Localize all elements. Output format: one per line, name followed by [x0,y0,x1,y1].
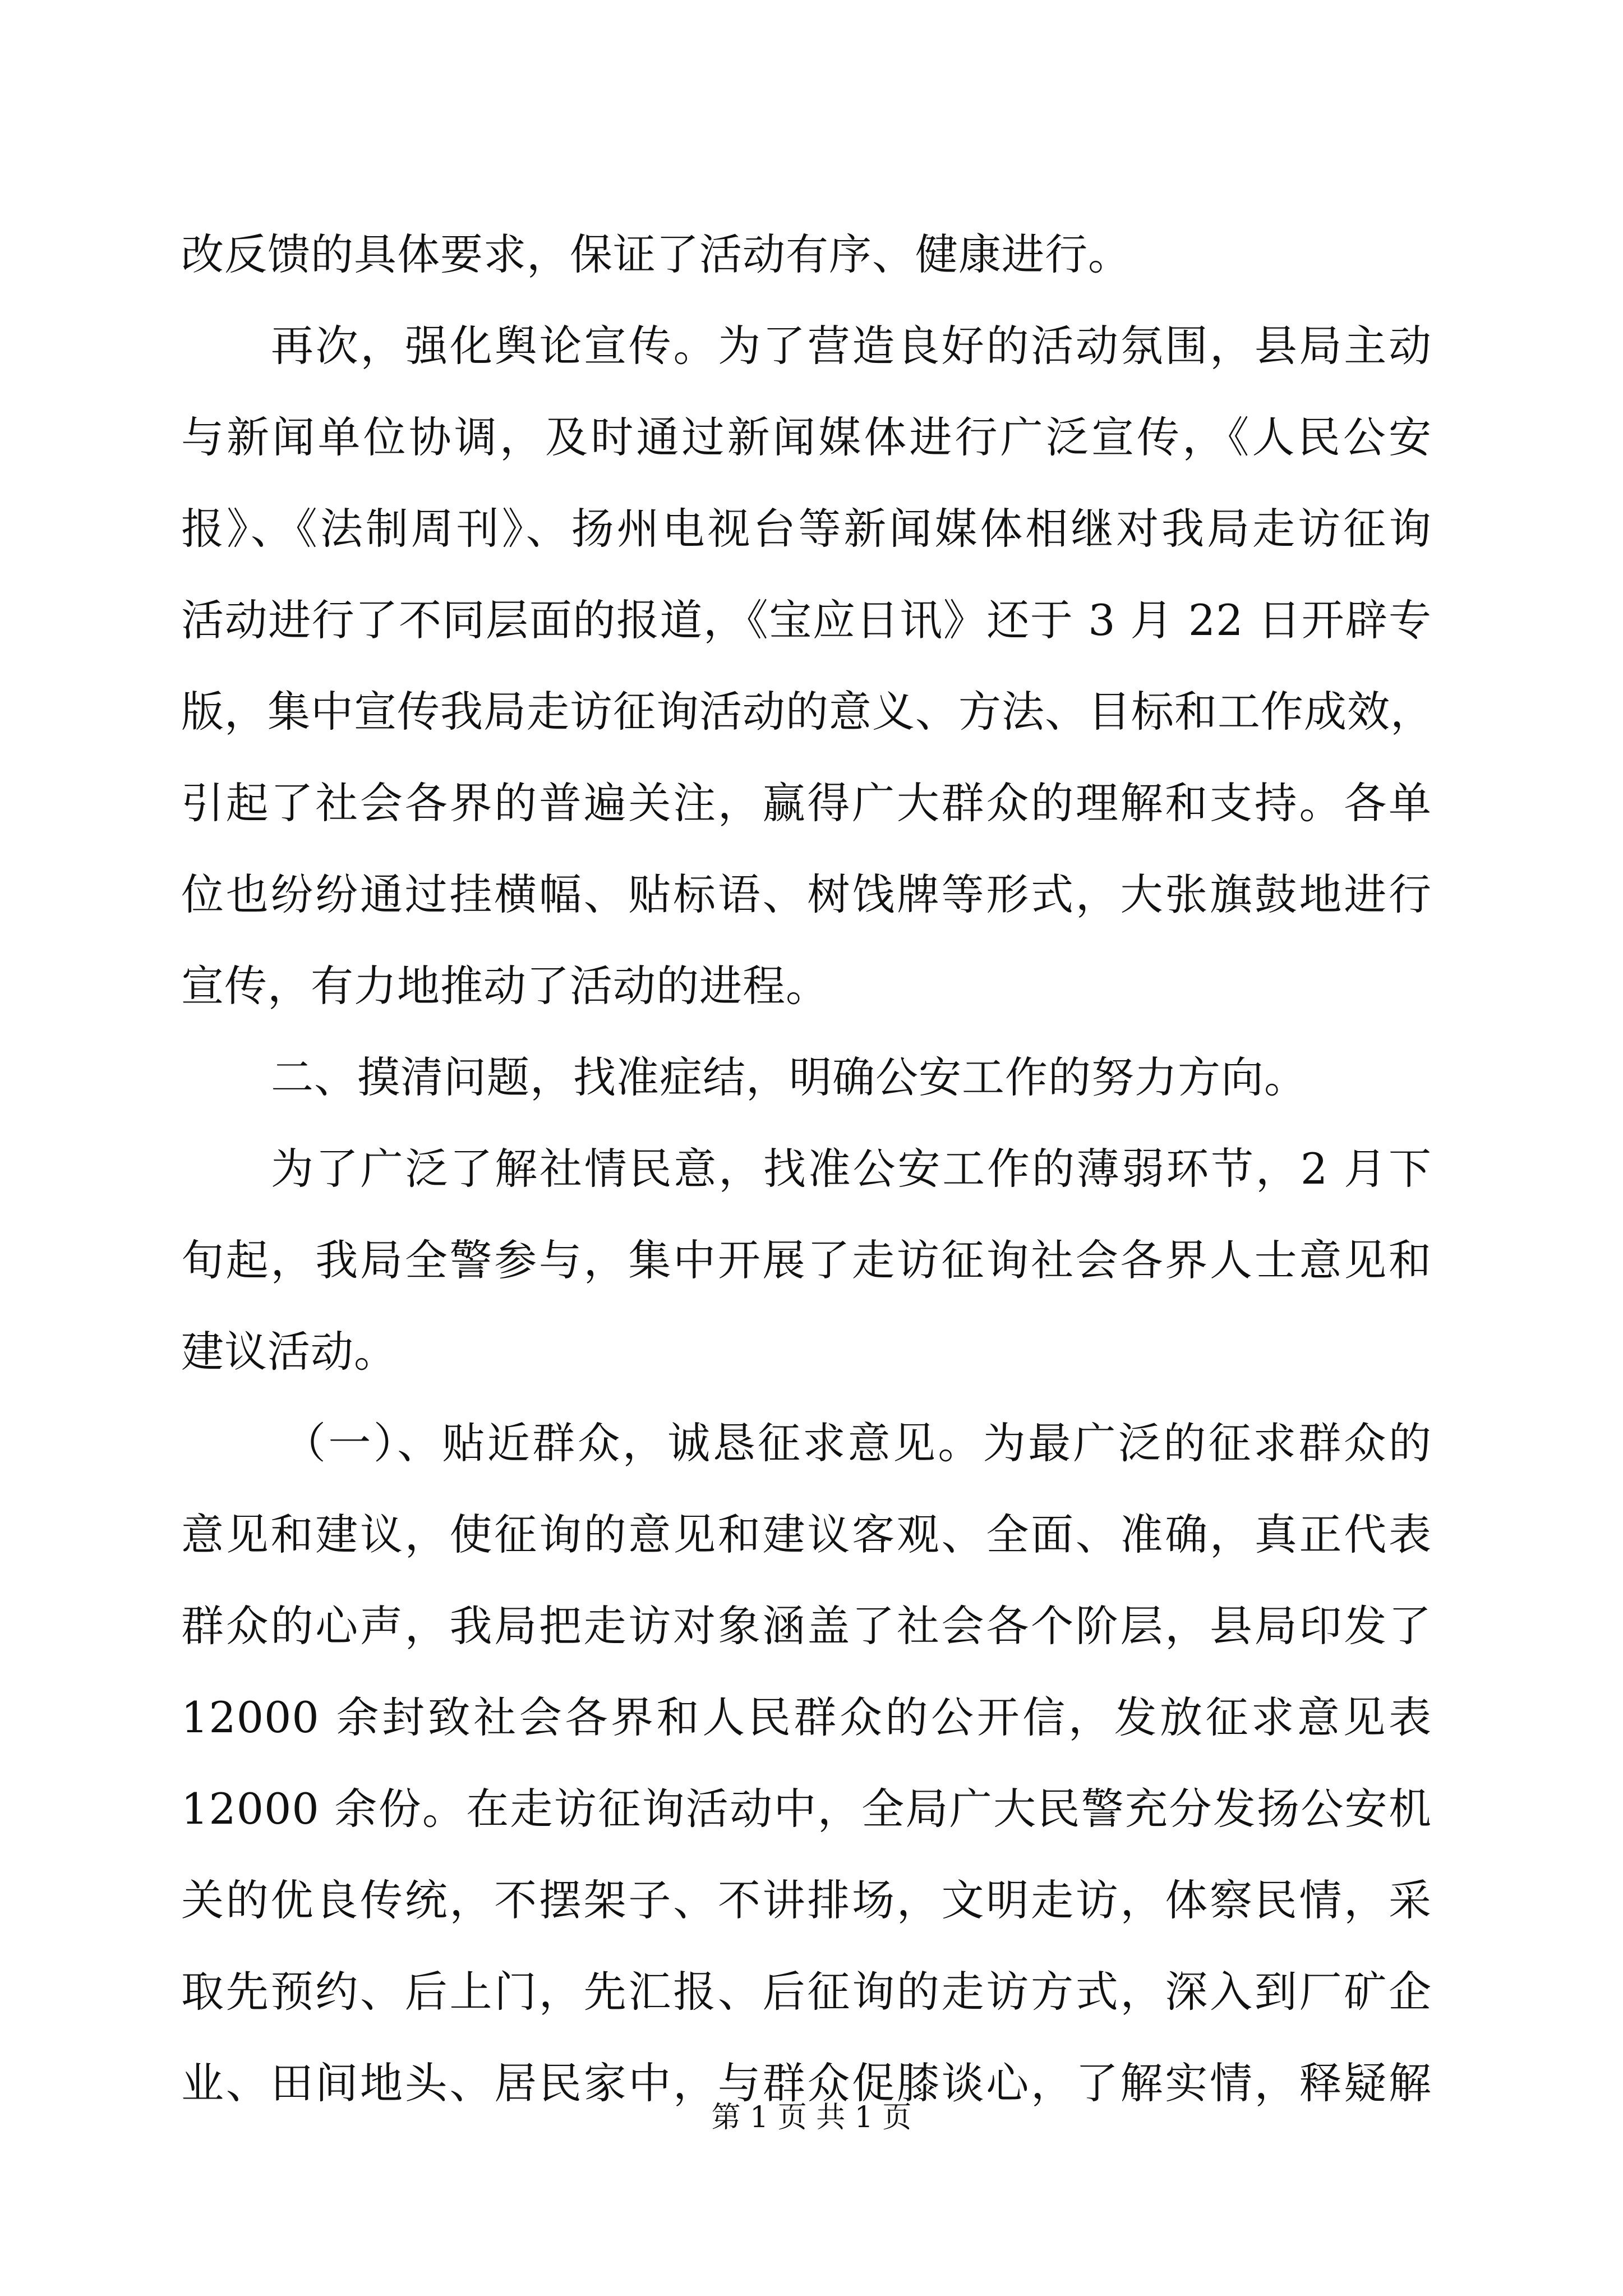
text-line: 与新闻单位协调，及时通过新闻媒体进行广泛宣传，《人民公安 [181,412,1432,462]
text-line: 旬起，我局全警参与，集中开展了走访征询社会各界人士意见和 [181,1235,1432,1285]
text-line: 改反馈的具体要求，保证了活动有序、健康进行。 [181,229,1131,279]
text-line: 12000 余封致社会各界和人民群众的公开信，发放征求意见表 [181,1692,1432,1742]
text-line: 12000 余份。在走访征询活动中，全局广大民警充分发扬公安机 [181,1784,1432,1834]
text-line: 报》、《法制周刊》、扬州电视台等新闻媒体相继对我局走访征询 [181,504,1432,554]
subsection-line: （一）、贴近群众，诚恳征求意见。为最广泛的征求群众的 [283,1418,1432,1468]
text-line: 意见和建议，使征询的意见和建议客观、全面、准确，真正代表 [181,1510,1432,1559]
text-line: 再次，强化舆论宣传。为了营造良好的活动氛围，县局主动 [271,321,1432,371]
section-heading: 二、摸清问题，找准症结，明确公安工作的努力方向。 [271,1052,1307,1102]
body-text [181,209,1432,2129]
text-line: 取先预约、后上门，先汇报、后征询的走访方式，深入到厂矿企 [181,1967,1432,2017]
text-line: 引起了社会各界的普遍关注，赢得广大群众的理解和支持。各单 [181,778,1432,828]
text-line: 活动进行了不同层面的报道，《宝应日讯》还于 3 月 22 日开辟专 [181,595,1432,645]
text-line: 建议活动。 [181,1327,397,1377]
text-line: 为了广泛了解社情民意，找准公安工作的薄弱环节，2 月下 [271,1144,1432,1194]
page-number-footer: 第 1 页 共 1 页 [711,2101,912,2134]
text-line: 版，集中宣传我局走访征询活动的意义、方法、目标和工作成效， [181,687,1433,737]
text-line: 群众的心声，我局把走访对象涵盖了社会各个阶层，县局印发了 [181,1601,1432,1651]
text-line: 宣传，有力地推动了活动的进程。 [181,961,829,1011]
text-line: 关的优良传统，不摆架子、不讲排场，文明走访，体察民情，采 [181,1875,1432,1925]
text-line: 位也纷纷通过挂横幅、贴标语、树饯牌等形式，大张旗鼓地进行 [181,869,1432,919]
text-line: 业、田间地头、居民家中，与群众促膝谈心，了解实情，释疑解 [181,2058,1432,2108]
